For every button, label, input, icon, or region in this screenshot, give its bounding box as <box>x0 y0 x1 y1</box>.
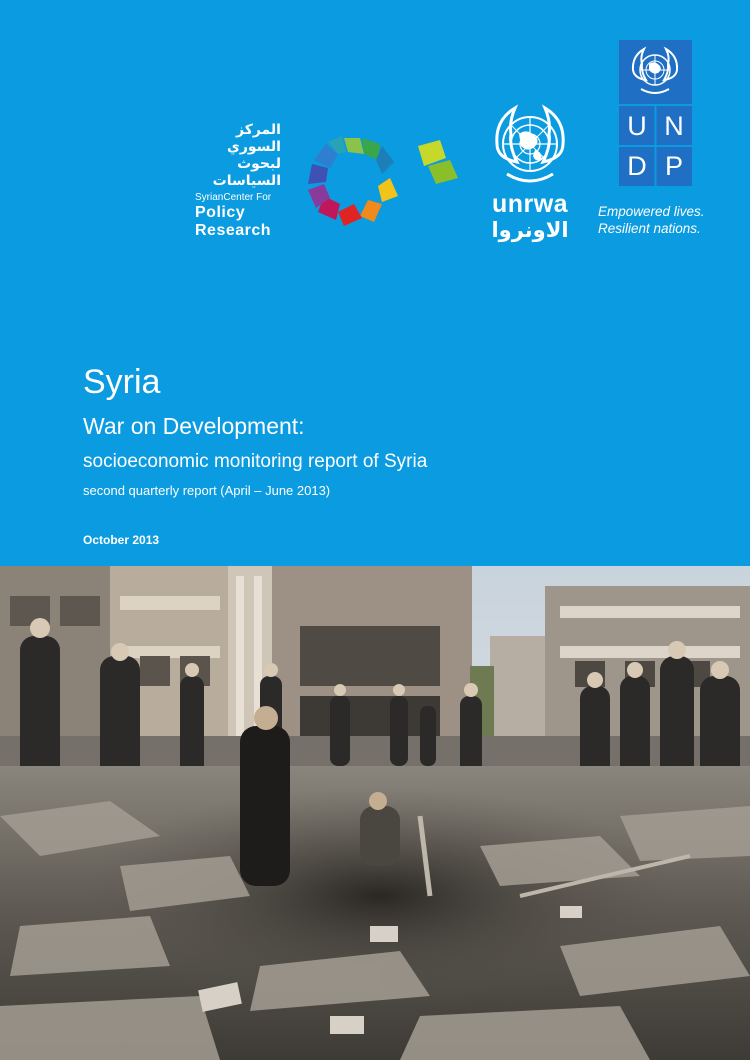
undp-letter-u: U <box>627 111 647 141</box>
scpr-arabic-line3: السياسات <box>212 173 281 189</box>
undp-letter-n: N <box>664 111 684 141</box>
report-date: October 2013 <box>83 533 160 547</box>
report-subtitle: War on Development: <box>83 413 305 439</box>
un-emblem-icon <box>625 46 685 98</box>
report-period: second quarterly report (April – June 2013) <box>83 483 331 498</box>
cover-photo <box>0 566 750 1060</box>
unrwa-logo <box>480 104 580 244</box>
scpr-arabic-line1: المركز السوري <box>227 122 281 155</box>
report-title: Syria <box>83 363 161 401</box>
scpr-logo <box>190 122 470 244</box>
undp-tagline-line1: Empowered lives. <box>598 204 705 219</box>
scpr-english-line3: Research <box>195 222 272 239</box>
undp-letter-p: P <box>664 151 683 181</box>
scpr-logo-text <box>195 122 287 240</box>
undp-logo <box>619 40 692 186</box>
flower-logo-icon <box>290 120 470 244</box>
scpr-arabic-line2: لبحوث <box>237 156 281 172</box>
scpr-english-line2: Policy <box>195 204 246 221</box>
unrwa-english-name: unrwa <box>491 190 569 218</box>
report-subtitle-secondary: socioeconomic monitoring report of Syria <box>83 451 428 472</box>
undp-tagline-line2: Resilient nations. <box>598 221 701 236</box>
undp-letter-d: D <box>627 151 647 181</box>
scpr-english-line1: SyrianCenter For <box>195 192 272 203</box>
un-emblem-icon <box>483 104 577 190</box>
cover-photo-illustration <box>0 566 750 1060</box>
unrwa-arabic-name: الاونروا <box>491 218 569 242</box>
undp-tagline <box>598 203 743 237</box>
undp-letters <box>619 106 692 186</box>
